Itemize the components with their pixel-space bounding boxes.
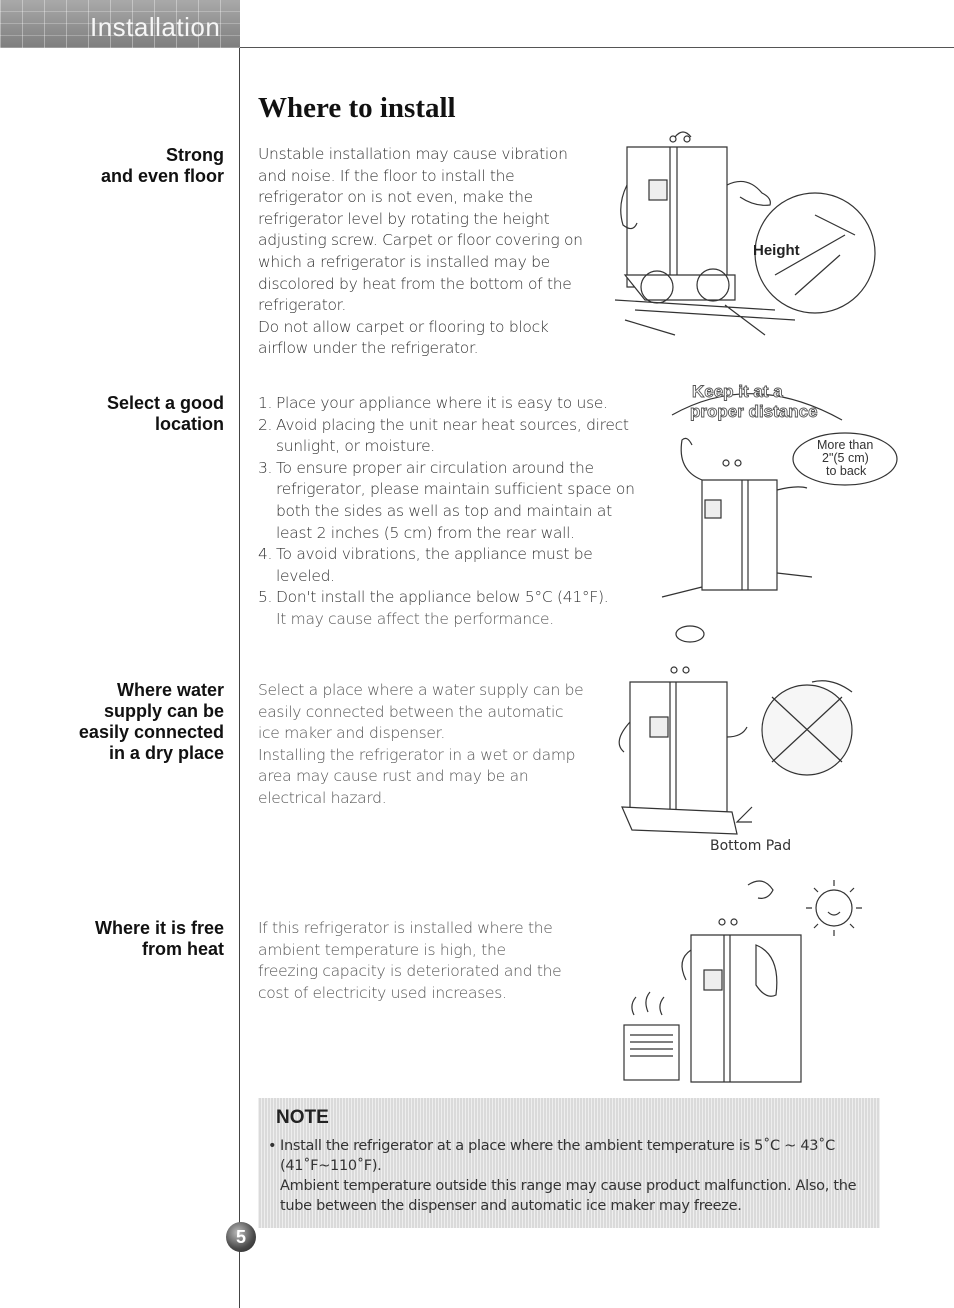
distance-bubble-text: to back bbox=[826, 464, 867, 478]
note-body bbox=[268, 1136, 868, 1216]
floor-label: Strong and even floor bbox=[100, 145, 224, 186]
list-item: 1. Place your appliance where it is easy to use. bbox=[258, 394, 608, 412]
list-item: 4. To avoid vibrations, the appliance must be leveled. bbox=[258, 545, 593, 585]
water-text bbox=[258, 680, 588, 810]
page-title: Where to install bbox=[258, 92, 456, 124]
page-number-badge: 5 bbox=[226, 1222, 256, 1252]
distance-bubble-text: 2"(5 cm) bbox=[822, 451, 869, 465]
floor-text bbox=[258, 144, 588, 360]
note-box bbox=[258, 1098, 880, 1228]
heat-illustration bbox=[616, 870, 866, 1090]
location-steps bbox=[258, 393, 648, 609]
water-paragraph: Installing the refrigerator in a wet or damp area may cause rust and may be an electrical hazard. bbox=[258, 745, 576, 807]
column-divider bbox=[239, 48, 240, 1308]
distance-banner: proper distance bbox=[690, 402, 818, 421]
list-item: 5. Don't install the appliance below 5°C (41°F). bbox=[258, 588, 609, 607]
water-supply-illustration bbox=[612, 622, 872, 862]
note-line: Ambient temperature outside this range may cause product malfunction. Also, the tube between the dispenser and automatic ice maker may freeze. bbox=[280, 1178, 857, 1214]
water-label: Where water supply can be easily connected in a dry place bbox=[78, 680, 224, 763]
list-item: 3. To ensure proper air circulation around the refrigerator, please maintain sufficient space on both the sides as well as top and maintain at least 2 inches (5 cm) from the rear wall. bbox=[258, 458, 635, 542]
heat-text bbox=[258, 918, 568, 1004]
location-label: Select a good location bbox=[106, 393, 224, 434]
height-label: Height bbox=[753, 242, 800, 259]
water-paragraph: Select a place where a water supply can be easily connected between the automatic ice maker and dispenser. bbox=[258, 681, 584, 743]
location-text bbox=[258, 393, 648, 631]
fridge-level-illustration bbox=[615, 125, 880, 340]
floor-paragraph: Unstable installation may cause vibration and noise. If the floor to install the refrigerator on is not even, make the refrigerator level by rotating the height adjusting screw. Carpet or floor covering on which a refrigerator is installed may be discolored by heat from the bottom of the refrigerator. bbox=[258, 145, 583, 315]
list-item: 2. Avoid placing the unit near heat sources, direct sunlight, or moisture. bbox=[258, 415, 629, 456]
note-line: • Install the refrigerator at a place where the ambient temperature is 5˚C ~ 43˚C (41˚F~110˚F). bbox=[268, 1138, 835, 1174]
heat-paragraph: If this refrigerator is installed where the ambient temperature is high, the freezing capacity is deteriorated and the cost of electricity used increases. bbox=[258, 919, 562, 1002]
note-title: NOTE bbox=[276, 1107, 329, 1128]
header-rule bbox=[240, 47, 954, 48]
floor-paragraph: Do not allow carpet or flooring to block airflow under the refrigerator. bbox=[258, 317, 549, 358]
section-header-title: Installation bbox=[90, 12, 221, 42]
note-bullet: • bbox=[268, 1138, 277, 1154]
distance-bubble-text: More than bbox=[817, 438, 874, 452]
heat-label: Where it is free from heat bbox=[94, 918, 224, 959]
distance-illustration bbox=[662, 365, 907, 605]
distance-banner: Keep it at a bbox=[692, 382, 783, 401]
header-tab bbox=[0, 0, 240, 48]
bottom-pad-label: Bottom Pad bbox=[710, 838, 792, 854]
location-subnote: It may cause affect the performance. bbox=[276, 609, 554, 628]
